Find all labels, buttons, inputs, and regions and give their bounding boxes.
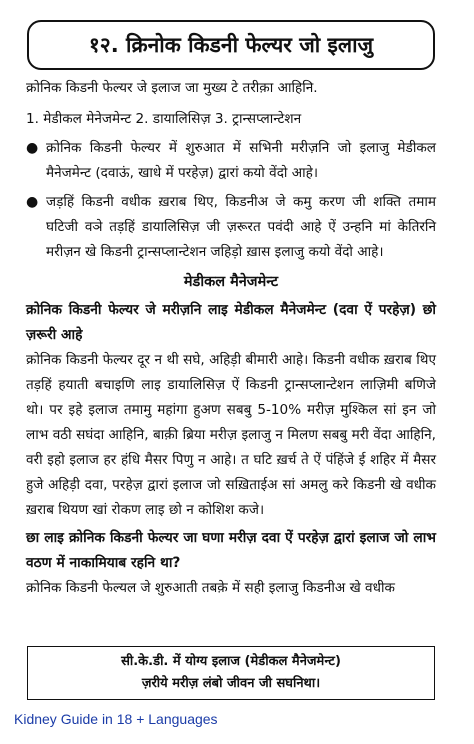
tip-line: ज़रीये मरीज़ लंबो जीवन जी सघनिथा।	[141, 676, 321, 691]
bullet-text: जड़हिं किडनी वधीक ख़राब थिए, किडनीअ जे कमु करण जी शक्ति तमाम घटिजी वञे तड़हिं डायालिसिज़ जी ज़रूरत पवंदी आहे ऐं उन्हनि मां केतिरनि मरीज़न खे किडनी ट्रान्सप्लान्टेशन जहिड़ो ख़ास इलाजु कयो वेंदो आहे।	[46, 194, 436, 260]
question-heading: क्रोनिक किडनी फेल्यर जे मरीज़नि लाइ मेडीकल मैनेजमेन्ट (दवा ऐं परहेज़) छो ज़रूरी आहे	[26, 302, 436, 343]
bullet-item	[26, 136, 436, 186]
body-paragraph: क्रोनिक किडनी फेल्यल जे शुरुआती तबक़े में सही इलाजु किडनीअ खे वधीक	[26, 580, 395, 596]
body-paragraph: क्रोनिक किडनी फेल्यर दूर न थी सघे, अहिड़ी बीमारी आहे। किडनी वधीक ख़राब थिए तड़हिं हयाती बचाइणि लाइ डायालिसिज़ ऐं किडनी ट्रान्सप्लान्टेशन लाज़िमी बणिजे थो। पर इहे इलाज तमामु महांगा हुअण सबबु 5-10% मरीज़ मुश्किल सां इन जो लाभ वठी सघंदा आहिनि, बाक़ी ब्रिया मरीज़ इलाजु न मिलण सबबु मरी वेंदा आहिनि, वरी इहो इलाज हर हंधि मैसर पिणु न आहे। त घटि ख़र्च ते ऐं पंहिंजे ई शहिर में मैसर हुजे अहिड़ी दवा, परहेज़ द्वारां इलाज जो सख़िताईअ सां अमलु करे किडनी खे वधीक ख़राब थियण खां रोकण लाइ छो न कोशिश कजे।	[26, 352, 436, 518]
main-content	[26, 76, 436, 601]
bullet-text: क्रोनिक किडनी फेल्यर में शुरुआत में सभिनी मरीज़नि जो इलाजु मेडीकल मैनेजमेन्ट (दवाऊं, खाधे में परहेज़) द्वारां कयो वेंदो आहे।	[46, 140, 436, 181]
footer-text: Kidney Guide in 18 + Languages	[14, 711, 218, 727]
bullet-item	[26, 190, 436, 265]
tip-line: सी.के.डी. में योग्य इलाज (मेडीकल मैनेजमेन्ट)	[121, 654, 341, 669]
tip-box	[27, 646, 435, 700]
bullet-icon: ●	[26, 140, 39, 156]
bullet-icon: ●	[26, 194, 39, 210]
question-heading: छा लाइ क्रोनिक किडनी फेल्यर जा घणा मरीज़ दवा ऐं परहेज़ द्वारां इलाज जो लाभ वठण में नाकामियाब रहनि था?	[26, 530, 436, 571]
intro-text: क्रोनिक किडनी फेल्यर जे इलाज जा मुख्य टे तरीक़ा आहिनि.	[26, 80, 318, 96]
methods-list: 1. मेडीकल मेनेजमेन्ट 2. डायालिसिज़ 3. ट्रान्सप्लान्टेशन	[26, 111, 302, 127]
section-heading: मेडीकल मैनेजमेन्ट	[183, 274, 279, 290]
page-title: १२. क्रिनोक किडनी फेल्यर जो इलाजु	[27, 20, 435, 70]
